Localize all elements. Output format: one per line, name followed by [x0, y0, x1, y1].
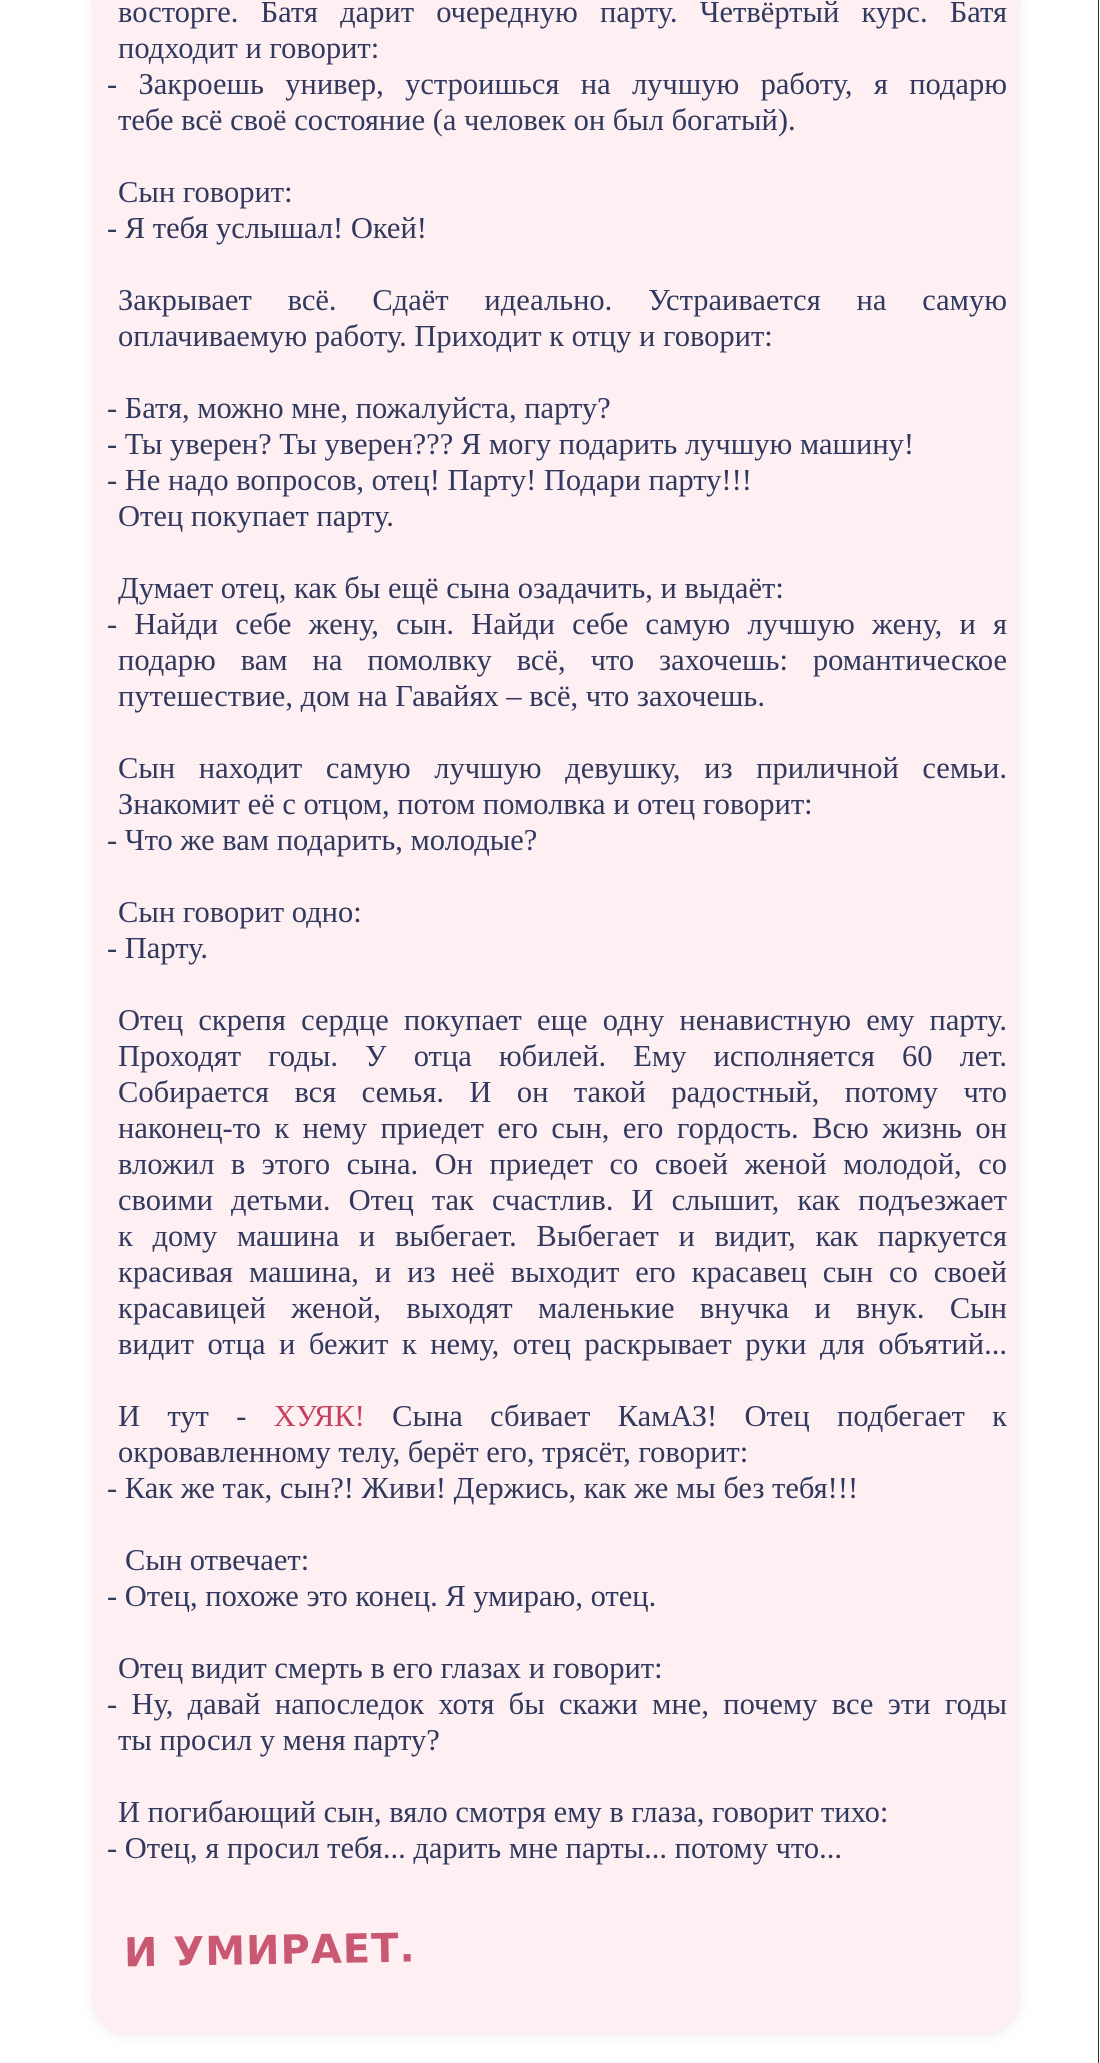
story-line: - Я тебя услышал! Окей!: [107, 211, 427, 245]
story-line: - Отец, похоже это конец. Я умираю, отец.: [107, 1579, 657, 1613]
story-line: Сын находит самую лучшую девушку, из приличной семьи.: [118, 751, 1007, 785]
story-line: - Батя, можно мне, пожалуйста, парту?: [107, 391, 611, 425]
story-paragraph: [107, 750, 1007, 858]
story-line: Сын отвечает:: [125, 1543, 310, 1577]
story-line: - Найди себе жену, сын. Найди себе самую лучшую жену, и я: [107, 607, 1007, 641]
story-line: подарю вам на помолвку всё, что захочешь: романтическое: [118, 643, 1007, 677]
story-paragraph: [107, 1002, 1007, 1362]
story-line: к дому машина и выбегает. Выбегает и видит, как паркуется: [118, 1219, 1007, 1253]
story-paragraph: [107, 570, 1007, 714]
story-paragraph: [107, 1542, 1007, 1614]
story-line: оплачиваемую работу. Приходит к отцу и говорит:: [118, 319, 773, 353]
story-line: - Парту.: [107, 931, 208, 965]
story-line: - Закроешь универ, устроишься на лучшую работу, я подарю: [107, 67, 1007, 101]
story-paragraph: [107, 1650, 1007, 1758]
final-punchline: И УМИРАЕТ.: [123, 1925, 416, 1977]
story-line: своими детьми. Отец так счастлив. И слышит, как подъезжает: [118, 1183, 1007, 1217]
story-line: Отец скрепя сердце покупает еще одну ненавистную ему парту.: [118, 1003, 1007, 1037]
story-line: Собирается вся семья. И он такой радостный, потому что: [118, 1075, 1007, 1109]
story-line: Отец покупает парту.: [118, 499, 394, 533]
line-text: Сына сбивает КамАЗ! Отец подбегает к: [364, 1399, 1007, 1433]
story-line: И погибающий сын, вяло смотря ему в глаза, говорит тихо:: [118, 1795, 889, 1829]
story-line: Проходят годы. У отца юбилей. Ему исполняется 60 лет.: [118, 1039, 1007, 1073]
story-line: ты просил у меня парту?: [118, 1723, 440, 1757]
story-line: [107, 1398, 1007, 1434]
story-paragraph: [107, 174, 1007, 246]
story-line: Сын говорит:: [118, 175, 293, 209]
story-text: [107, 0, 1007, 1902]
story-line: Отец видит смерть в его глазах и говорит:: [118, 1651, 663, 1685]
story-line: подходит и говорит:: [118, 31, 380, 65]
story-line: наконец-то к нему приедет его сын, его гордость. Всю жизнь он: [118, 1111, 1007, 1145]
story-paragraph: [107, 1398, 1007, 1506]
story-line: путешествие, дом на Гавайях – всё, что захочешь.: [118, 679, 765, 713]
story-line: - Что же вам подарить, молодые?: [107, 823, 538, 857]
story-paragraph: [107, 390, 1007, 534]
story-line: - Ты уверен? Ты уверен??? Я могу подарить лучшую машину!: [107, 427, 915, 461]
highlighted-word: ХУЯК!: [273, 1399, 365, 1433]
story-paragraph: [107, 282, 1007, 354]
line-text: И тут -: [118, 1399, 274, 1433]
story-line: видит отца и бежит к нему, отец раскрывает руки для объятий...: [118, 1327, 1007, 1361]
story-line: - Не надо вопросов, отец! Парту! Подари парту!!!: [107, 463, 752, 497]
page-edge-line: [1098, 0, 1099, 2063]
story-paragraph: [107, 1794, 1007, 1866]
story-line: Закрывает всё. Сдаёт идеально. Устраивается на самую: [118, 283, 1007, 317]
story-paragraph: [107, 894, 1007, 966]
story-line: - Как же так, сын?! Живи! Держись, как же мы без тебя!!!: [107, 1471, 859, 1505]
story-line: восторге. Батя дарит очередную парту. Четвёртый курс. Батя: [118, 0, 1007, 29]
story-line: тебе всё своё состояние (а человек он был богатый).: [118, 103, 796, 137]
story-line: - Ну, давай напоследок хотя бы скажи мне, почему все эти годы: [107, 1687, 1007, 1721]
story-line: Думает отец, как бы ещё сына озадачить, и выдаёт:: [118, 571, 784, 605]
story-line: красивая машина, и из неё выходит его красавец сын со своей: [118, 1255, 1007, 1289]
story-line: окровавленному телу, берёт его, трясёт, говорит:: [118, 1435, 749, 1469]
story-line: красавицей женой, выходят маленькие внучка и внук. Сын: [118, 1291, 1007, 1325]
story-line: Сын говорит одно:: [118, 895, 362, 929]
story-line: - Отец, я просил тебя... дарить мне парты... потому что...: [107, 1831, 842, 1865]
story-line: вложил в этого сына. Он приедет со своей женой молодой, со: [118, 1147, 1007, 1181]
story-line: Знакомит её с отцом, потом помолвка и отец говорит:: [118, 787, 813, 821]
story-paragraph: [107, 0, 1007, 138]
